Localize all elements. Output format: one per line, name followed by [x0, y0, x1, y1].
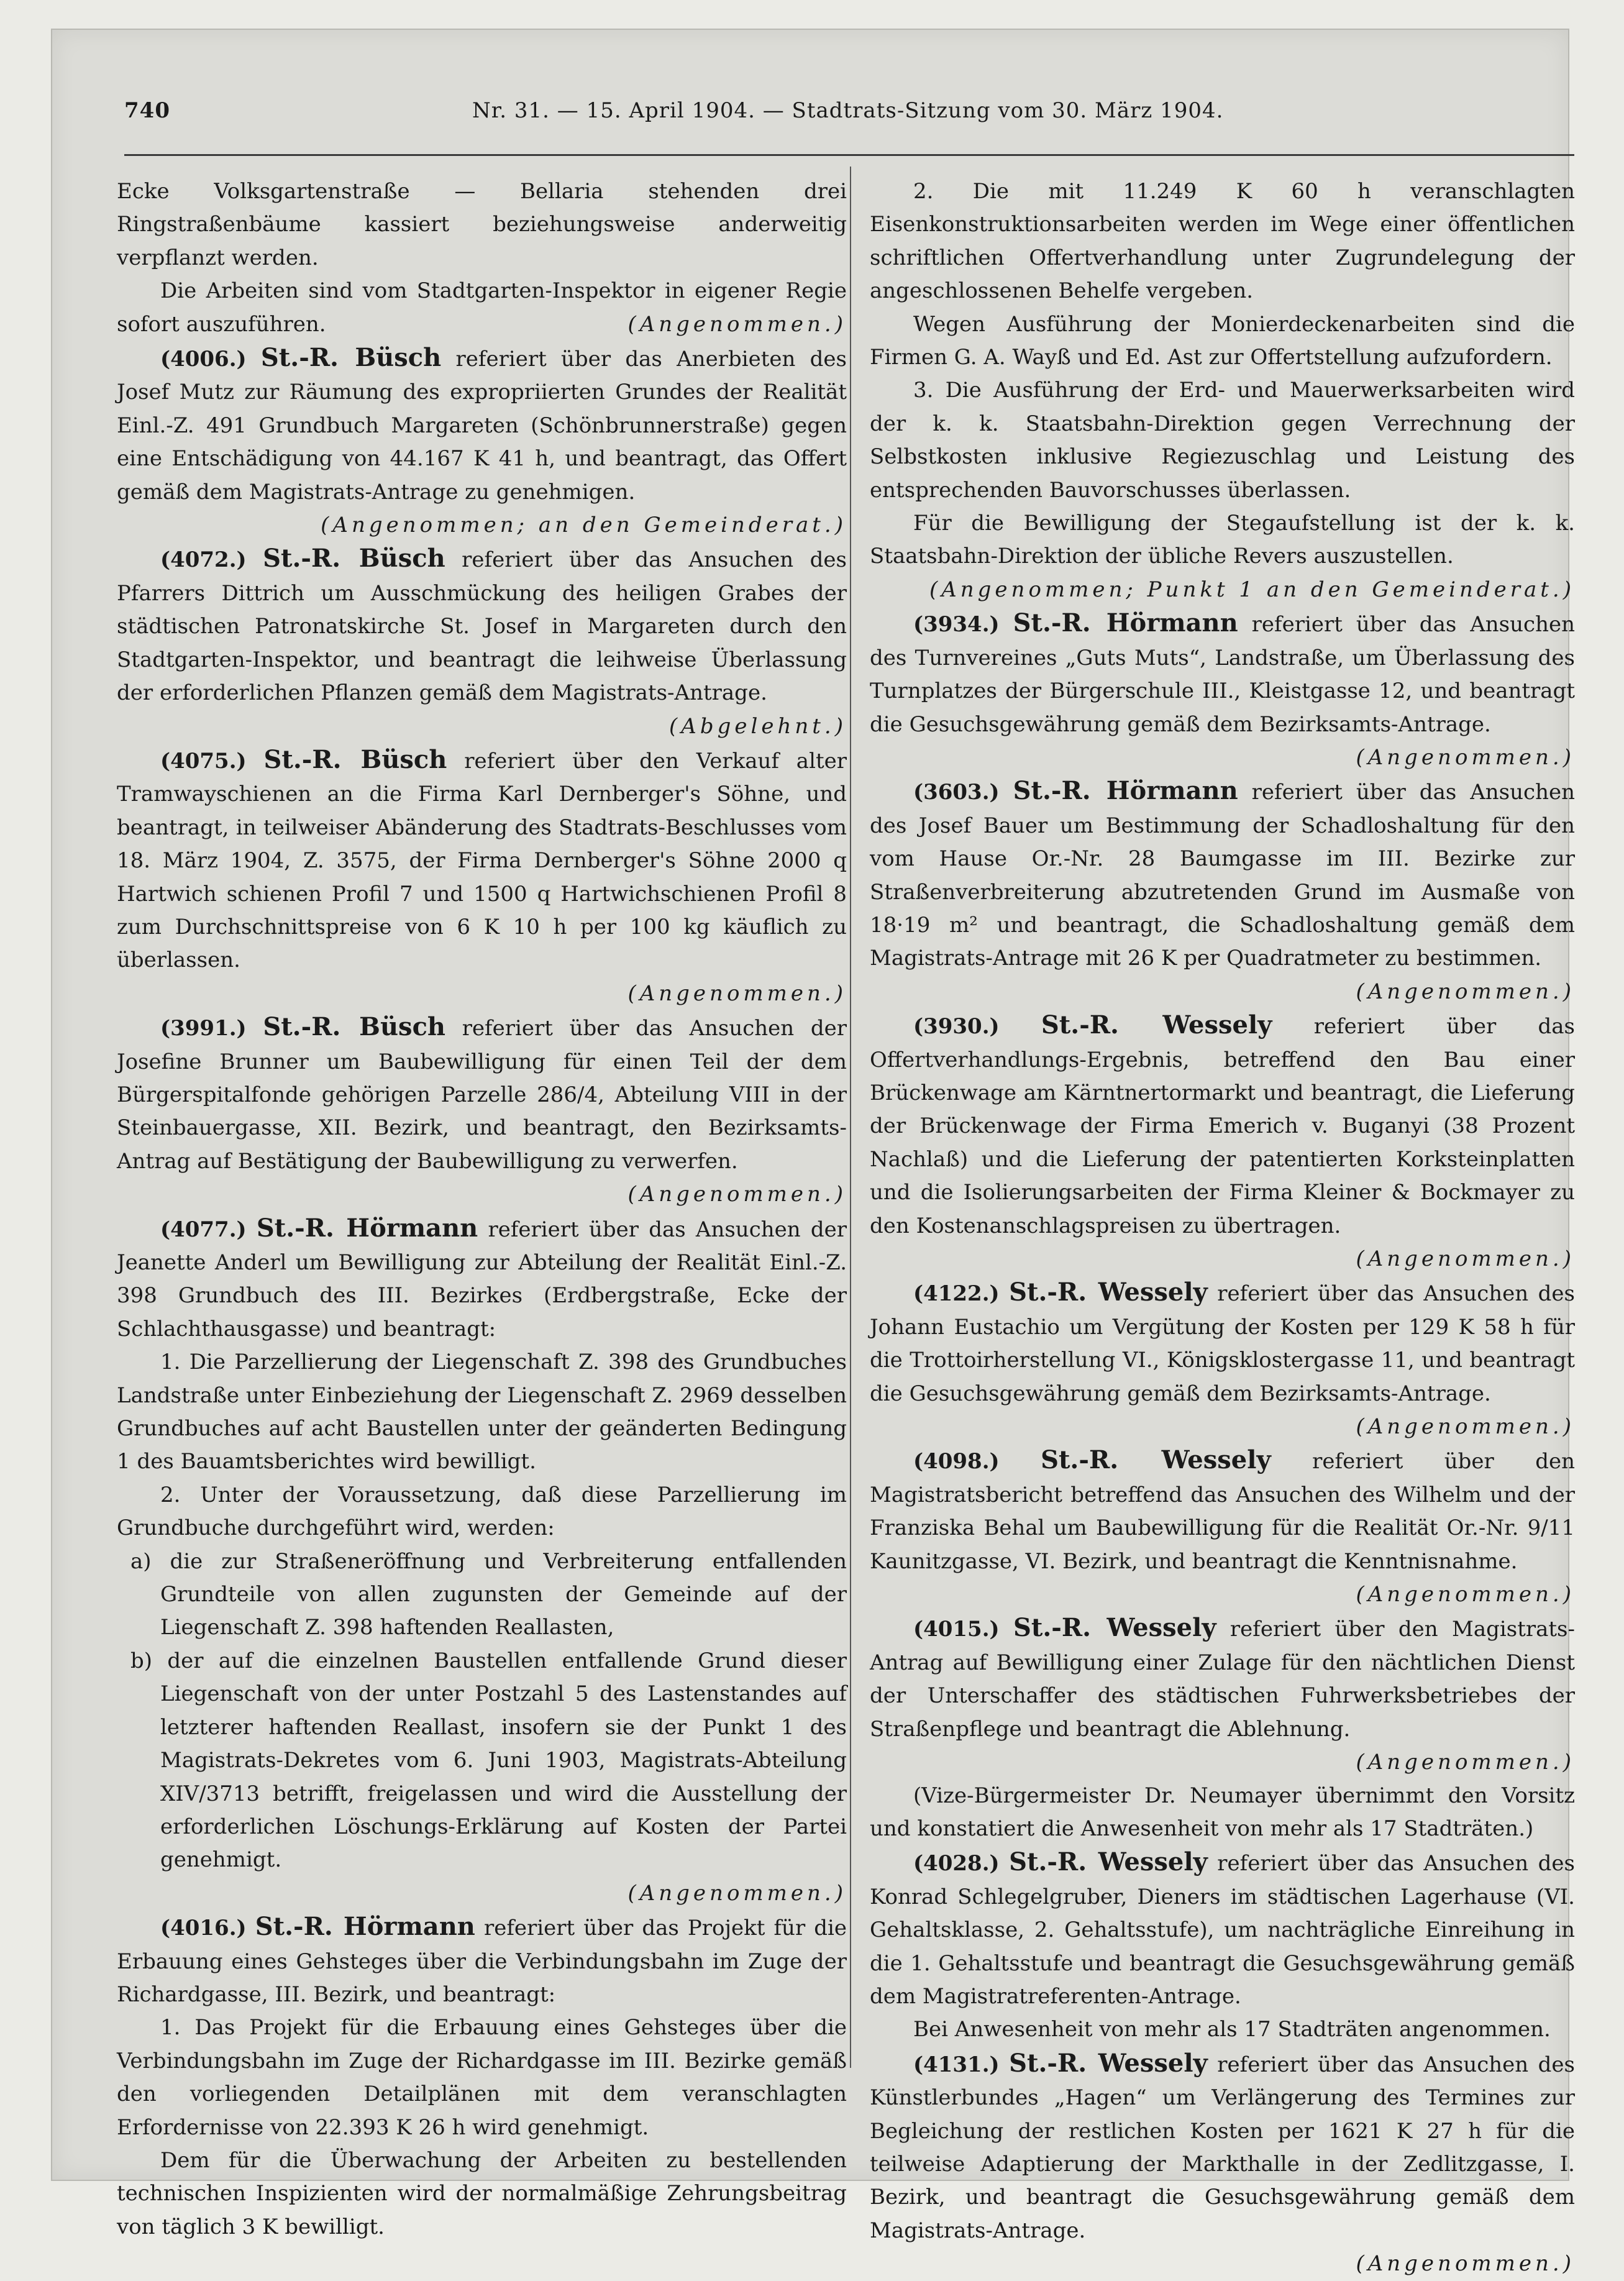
body-text: (Vize-Bürgermeister Dr. Neumayer übernimmt den Vorsitz und konstatiert die Anwesenheit von mehr als 17 Stadträten.) [870, 1783, 1575, 1841]
agenda-item [117, 1910, 847, 2011]
agenda-item [870, 2047, 1575, 2247]
resolution-inline: (Angenommen.) [627, 1182, 847, 1207]
body-text: 2. Unter der Voraussetzung, daß diese Parzellierung im Grundbuche durchgeführt wird, werden: [117, 1482, 847, 1541]
body-text: 3. Die Ausführung der Erd- und Mauerwerksarbeiten wird der k. k. Staatsbahn-Direktion gegen Verrechnung der Selbstkosten inklusive Regiezuschlag und Leistung des entsprechenden Bauvorschusses überlassen. [870, 378, 1575, 503]
resolution-line: (Angenommen.) [1356, 1246, 1575, 1271]
resolution-line: (Angenommen.) [1356, 1414, 1575, 1440]
item-number: (4077.) [160, 1217, 247, 1242]
agenda-item [870, 1276, 1575, 1410]
body-text: referiert über das Anerbieten des Josef Mutz zur Räumung des expropriierten Grundes der Realität Einl.-Z. 491 Grundbuch Margareten (Schönbrunnerstraße) gegen eine Entschädigung von 44.167 K 41 h, und beantragt, das Offert gemäß dem Magistrats-Antrage zu genehmigen. [117, 347, 847, 505]
agenda-item [117, 542, 847, 743]
speaker-name: St.-R. Hörmann [1013, 776, 1238, 806]
running-title: Nr. 31. — 15. April 1904. — Stadtrats-Sitzung vom 30. März 1904. [472, 98, 1224, 123]
item-number: (3603.) [913, 780, 1000, 805]
body-text: referiert über das Ansuchen der Jeanette Anderl um Bewilligung zur Abteilung der Realität Einl.-Z. 398 Grundbuch des III. Bezirkes (Erdbergstraße, Ecke der Schlachthausgasse) und beantragt: [117, 1217, 847, 1342]
item-number: (3934.) [913, 612, 1000, 638]
body-text: 2. Die mit 11.249 K 60 h veranschlagten Eisenkonstruktionsarbeiten werden im Wege einer öffentlichen schriftlichen Offertverhandlung unter Zugrundelegung der angeschlossenen Behelfe vergeben. [870, 179, 1575, 304]
body-text: referiert über das Projekt für die Erbauung eines Gehsteges über die Verbindungsbahn im Zuge der Richardgasse, III. Bezirk, und beantragt: [117, 1916, 847, 2007]
agenda-item [870, 774, 1575, 1008]
speaker-name: St.-R. Hörmann [255, 1912, 475, 1942]
agenda-item [117, 743, 847, 977]
paragraph [117, 1545, 847, 1645]
body-text: referiert über das Ansuchen des Künstlerbundes „Hagen“ um Verlängerung des Termines zur Begleichung der restlichen Kosten per 1621 K 27 h für die teilweise Adaptierung der Markthalle in der Zedlitzgasse, I. Bezirk, und beantragt die Gesuchsgewährung gemäß dem Magistrats-Antrage. [870, 2052, 1575, 2243]
body-text: 1. Das Projekt für die Erbauung eines Gehsteges über die Verbindungsbahn im Zuge der Richardgasse im III. Bezirke gemäß den vorliegenden Detailplänen mit dem veranschlagten Erfordernisse von 22.393 K 26 h wird genehmigt. [117, 2015, 847, 2140]
paragraph [117, 1346, 847, 1479]
paragraph [117, 175, 847, 275]
body-text: referiert über den Magistratsbericht betreffend das Ansuchen des Wilhelm und der Franziska Behal um Baubewilligung für die Realität Or.-Nr. 9/11 Kaunitzgasse, VI. Bezirk, und beantragt die Kenntnisnahme. [870, 1449, 1575, 1574]
resolution-line: (Angenommen.) [1356, 744, 1575, 770]
body-text: Wegen Ausführung der Monierdeckenarbeiten sind die Firmen G. A. Wayß und Ed. Ast zur Offertstellung aufzufordern. [870, 311, 1575, 370]
body-text: referiert über das Ansuchen des Konrad Schlegelgruber, Dieners im städtischen Lagerhause (VI. Gehaltsklasse, 2. Gehaltsstufe), um nachträgliche Einreihung in die 1. Gehaltsstufe und beantragt die Gesuchsgewährung gemäß dem Magistratreferenten-Antrage. [870, 1851, 1575, 2009]
body-text: Für die Bewilligung der Stegaufstellung ist der k. k. Staatsbahn-Direktion der übliche Revers auszustellen. [870, 511, 1575, 569]
item-number: (4131.) [913, 2052, 1000, 2077]
resolution-line: (Angenommen.) [1356, 2251, 1575, 2277]
body-text: Ecke Volksgartenstraße — Bellaria stehenden drei Ringstraßenbäume kassiert beziehungsweise anderweitig verpflanzt werden. [117, 179, 847, 270]
body-text: b) der auf die einzelnen Baustellen entfallende Grund dieser Liegenschaft von der unter Postzahl 5 des Lastenstandes auf letzterer haftenden Reallast, insofern sie der Punkt 1 des Magistrats-Dekretes vom 6. Juni 1903, Magistrats-Abteilung XIV/3713 betrifft, freigelassen und wird die Ausstellung der erforderlichen Löschungs-Erklärung auf Kosten der Partei genehmigt. [130, 1648, 847, 1873]
body-text: a) die zur Straßeneröffnung und Verbreiterung entfallenden Grundteile von allen zugunsten der Gemeinde auf der Liegenschaft Z. 398 haftenden Reallasten, [130, 1548, 847, 1640]
speaker-name: St.-R. Wessely [1009, 1278, 1208, 1307]
column-divider [850, 167, 851, 2068]
resolution-inline: (Abgelehnt.) [669, 713, 847, 739]
item-number: (4072.) [160, 547, 247, 573]
body-text: Dem für die Überwachung der Arbeiten zu bestellenden technischen Inspizienten wird der normalmäßige Zehrungsbeitrag von täglich 3 K bewilligt. [117, 2147, 847, 2239]
speaker-name: St.-R. Büsch [263, 744, 447, 774]
item-number: (4075.) [160, 748, 247, 774]
paragraph [870, 374, 1575, 507]
agenda-item [117, 341, 847, 509]
body-text: Die Arbeiten sind vom Stadtgarten-Inspektor in eigener Regie sofort auszuführen. [117, 278, 847, 337]
body-text: referiert über das Ansuchen des Turnvereines „Guts Muts“, Landstraße, um Überlassung des Turnplatzes der Bürgerschule III., Kleistgasse 12, und beantragt die Gesuchsgewährung gemäß dem Bezirksamts-Antrage. [870, 612, 1575, 737]
right-column [870, 175, 1575, 2281]
paragraph [870, 2013, 1575, 2046]
speaker-name: St.-R. Hörmann [256, 1213, 478, 1243]
speaker-name: St.-R. Büsch [260, 343, 442, 373]
paragraph [117, 1479, 847, 1545]
item-number: (4098.) [913, 1449, 1000, 1474]
agenda-item [870, 1611, 1575, 1779]
agenda-item [117, 1212, 847, 1346]
body-text: referiert über das Ansuchen der Josefine Brunner um Baubewilligung für einen Teil der dem Bürgerspitalfonde gehörigen Parzelle 286/4, Abteilung VIII in der Steinbauergasse, XII. Bezirk, und beantragt, den Bezirksamts-Antrag auf Bestätigung der Baubewilligung zu verwerfen. [117, 1016, 847, 1174]
speaker-name: St.-R. Hörmann [1013, 608, 1238, 638]
speaker-name: St.-R. Wessely [1009, 2048, 1208, 2078]
paragraph [117, 2144, 847, 2244]
speaker-name: St.-R. Büsch [263, 1012, 446, 1042]
speaker-name: St.-R. Büsch [263, 544, 445, 574]
resolution-line: (Angenommen; an den Gemeinderat.) [321, 513, 847, 538]
body-text: 1. Die Parzellierung der Liegenschaft Z. 398 des Grundbuches Landstraße unter Einbeziehung der Liegenschaft Z. 2969 desselben Grundbuches auf acht Baustellen unter der geänderten Bedingung 1 des Bauamtsberichtes wird bewilligt. [117, 1350, 847, 1474]
body-text: referiert über das Ansuchen des Johann Eustachio um Vergütung der Kosten per 129 K 58 h für die Trottoirherstellung VI., Königsklostergasse 11, und beantragt die Gesuchsgewährung gemäß dem Bezirksamts-Antrage. [870, 1281, 1575, 1406]
item-number: (4016.) [160, 1916, 247, 1941]
resolution-inline: (Angenommen.) [627, 311, 847, 337]
item-number: (4006.) [160, 347, 247, 372]
body-text: referiert über den Magistrats-Antrag auf Bewilligung einer Zulage für den nächtlichen Dienst der Unterschaffer des städtischen Fuhrwerksbetriebes der Straßenpflege und beantragt die Ablehnung. [870, 1617, 1575, 1742]
item-number: (4015.) [913, 1617, 1000, 1642]
agenda-item [870, 606, 1575, 741]
paragraph [870, 308, 1575, 375]
body-text: referiert über das Ansuchen des Pfarrers Dittrich um Ausschmückung des heiligen Grabes der städtischen Patronatskirche St. Josef in Margareten durch den Stadtgarten-Inspektor, und beantragt die leihweise Überlassung der erforderlichen Pflanzen gemäß dem Magistrats-Antrage. [117, 547, 847, 706]
resolution-inline: (Angenommen.) [1356, 979, 1575, 1004]
resolution-line: (Angenommen.) [627, 1880, 847, 1906]
resolution-line: (Angenommen; Punkt 1 an den Gemeinderat.) [929, 577, 1575, 602]
agenda-item [117, 1010, 847, 1211]
paragraph [117, 1645, 847, 1877]
paragraph [870, 175, 1575, 308]
resolution-inline: (Angenommen.) [1356, 1582, 1575, 1607]
speaker-name: St.-R. Wessely [1013, 1613, 1216, 1643]
paragraph [117, 2011, 847, 2144]
page-number: 740 [124, 98, 170, 123]
agenda-item [870, 1845, 1575, 2013]
page-header [124, 98, 1574, 135]
item-number: (4122.) [913, 1281, 1000, 1307]
header-rule [124, 154, 1574, 156]
paragraph [870, 507, 1575, 574]
resolution-inline: (Angenommen.) [1356, 1750, 1575, 1775]
item-number: (4028.) [913, 1851, 1000, 1876]
body-text: Bei Anwesenheit von mehr als 17 Stadträten angenommen. [913, 2017, 1551, 2042]
resolution-line: (Angenommen.) [627, 981, 847, 1006]
body-text: referiert über den Verkauf alter Tramwayschienen an die Firma Karl Dernberger's Söhne, und beantragt, in teilweiser Abänderung des Stadtrats-Beschlusses vom 18. März 1904, Z. 3575, der Firma Dernberger's Söhne 2000 q Hartwich schienen Profil 7 und 1500 q Hartwichschienen Profil 8 zum Durchschnittspreise von 6 K 10 h per 100 kg käuflich zu überlassen. [117, 748, 847, 973]
agenda-item [870, 1008, 1575, 1243]
body-text: referiert über das Offertverhandlungs-Ergebnis, betreffend den Bau einer Brückenwage am Kärntnertormarkt und beantragt, die Lieferung der Brückenwage der Firma Emerich v. Buganyi (38 Prozent Nachlaß) und die Lieferung der patentierten Korksteinplatten und die Isolierungsarbeiten der Firma Kleiner & Bockmayer zu den Kostenanschlagspreisen zu übertragen. [870, 1014, 1575, 1238]
item-number: (3930.) [913, 1014, 1000, 1040]
left-column [117, 175, 847, 2244]
paragraph [117, 275, 847, 341]
speaker-name: St.-R. Wessely [1041, 1445, 1271, 1475]
body-text: referiert über das Ansuchen des Josef Bauer um Bestimmung der Schadloshaltung für den vom Hause Or.-Nr. 28 Baumgasse im III. Bezirke zur Straßenverbreiterung abzutretenden Grund im Ausmaße von 18·19 m² und beantragt, die Schadloshaltung gemäß dem Magistrats-Antrage mit 26 K per Quadratmeter zu bestimmen. [870, 780, 1575, 971]
speaker-name: St.-R. Wessely [1041, 1010, 1272, 1040]
speaker-name: St.-R. Wessely [1009, 1847, 1208, 1877]
agenda-item [870, 1443, 1575, 1611]
paragraph [870, 1780, 1575, 1846]
item-number: (3991.) [160, 1016, 247, 1041]
